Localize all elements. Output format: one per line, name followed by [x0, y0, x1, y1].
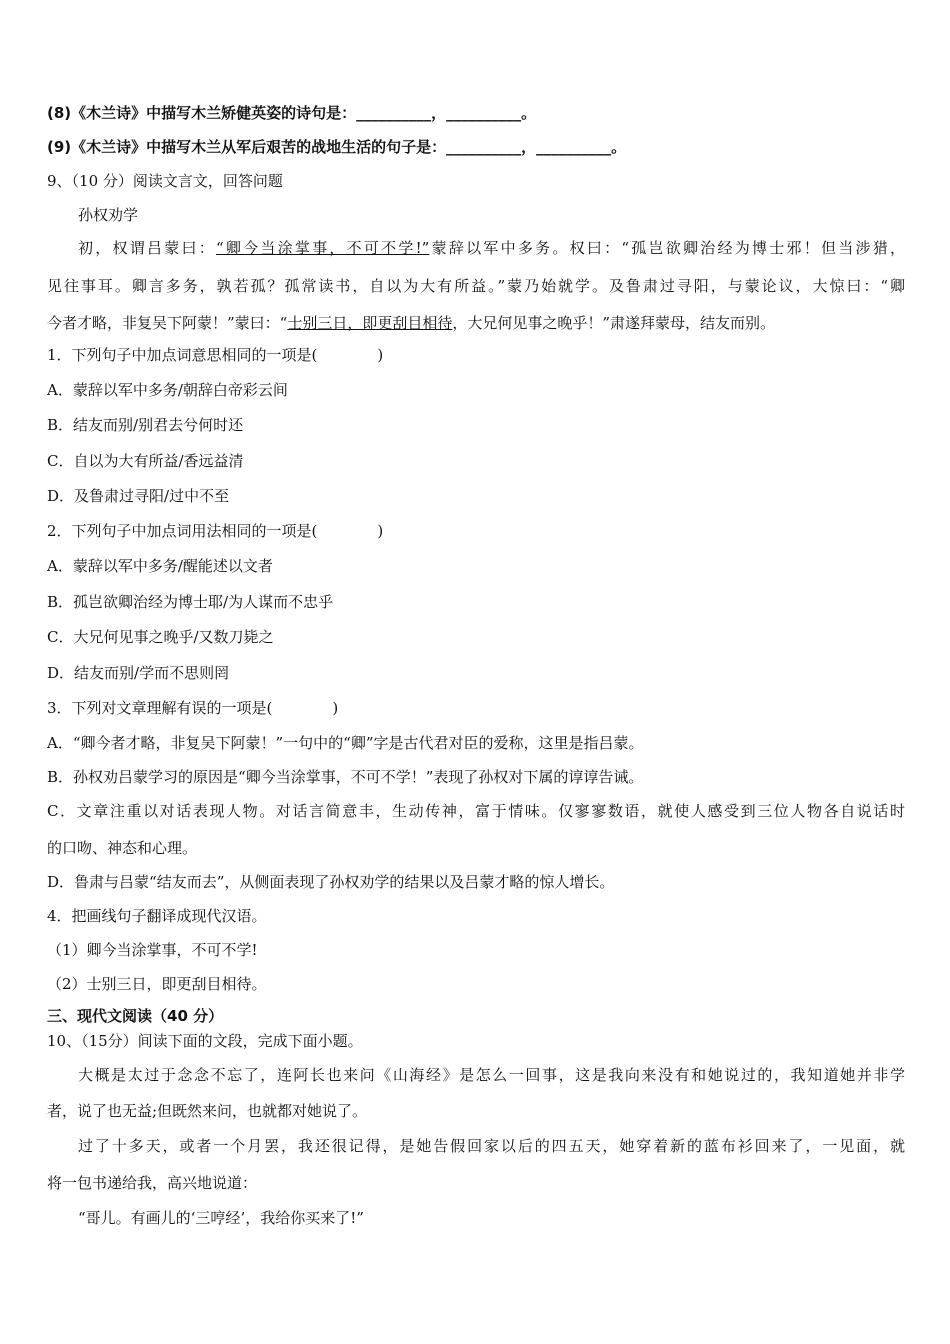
option-3d: D．鲁肃与吕蒙“结友而去”，从侧面表现了孙权劝学的结果以及吕蒙才略的惊人增长。 — [47, 873, 615, 891]
passage-line-3 — [47, 313, 907, 333]
option-2c: C．大兄何见事之晚乎/又数刀毙之 — [47, 628, 274, 646]
passage-text: 蒙辞以军中多务。权曰：“孤岂欲卿治经为博士邪！但当涉猎， — [429, 239, 905, 257]
sub-question-2: 2．下列句子中加点词用法相同的一项是( ) — [47, 522, 384, 540]
q10-para-3: “哥儿。有画儿的‘三哼经’，我给你买来了!” — [78, 1209, 364, 1227]
option-1c: C．自以为大有所益/香远益清 — [47, 452, 244, 470]
option-2b: B．孤岂欲卿治经为博士耶/为人谋而不忠乎 — [47, 593, 334, 611]
underlined-sentence-2: 士别三日，即更刮目相待 — [287, 314, 453, 332]
passage-title: 孙权劝学 — [78, 206, 139, 224]
passage-line-1 — [78, 238, 905, 258]
sub-question-4: 4．把画线句子翻译成现代汉语。 — [47, 907, 267, 925]
translate-item-2: （2）士别三日，即更刮目相待。 — [47, 975, 267, 993]
option-1a: A．蒙辞以军中多务/朝辞白帝彩云间 — [47, 381, 288, 399]
passage-line-2: 见往事耳。卿言多务，孰若孤？孤常读书，自以为大有所益。”蒙乃始就学。及鲁肃过寻阳，与蒙论议，大惊曰：“卿 — [47, 277, 905, 295]
passage-text: ，大兄何见事之晚乎！”肃遂拜蒙母，结友而别。 — [452, 314, 776, 332]
option-2d: D．结友而别/学而不思则罔 — [47, 664, 230, 682]
sub-question-3: 3．下列对文章理解有误的一项是( ) — [47, 699, 339, 717]
option-1b: B．结友而别/别君去兮何时还 — [47, 416, 244, 434]
option-1d: D．及鲁肃过寻阳/过中不至 — [47, 487, 230, 505]
sub-question-1: 1．下列句子中加点词意思相同的一项是( ) — [47, 346, 384, 364]
question-10-header: 10、（15分）间读下面的文段，完成下面小题。 — [47, 1032, 363, 1050]
translate-item-1: （1）卿今当涂掌事，不可不学! — [47, 941, 258, 959]
passage-text: 今者才略，非复吴下阿蒙！”蒙曰：“ — [47, 314, 288, 332]
q10-para-1-line-2: 者，说了也无益;但既然来问，也就都对她说了。 — [47, 1102, 368, 1120]
question-9-fill: (9)《木兰诗》中描写木兰从军后艰苦的战地生活的句子是：__________，__________。 — [47, 138, 627, 156]
option-2a: A．蒙辞以军中多务/醒能述以文者 — [47, 557, 273, 575]
question-9-header: 9、（10 分）阅读文言文，回答问题 — [47, 172, 283, 190]
q10-para-2-line-2: 将一包书递给我，高兴地说道： — [47, 1174, 258, 1192]
section-3-heading: 三、现代文阅读（40 分） — [47, 1007, 224, 1025]
q10-para-2-line-1: 过了十多天，或者一个月罢，我还很记得，是她告假回家以后的四五天，她穿着新的蓝布衫回来了，一见面，就 — [78, 1137, 905, 1155]
underlined-sentence-1: “卿今当涂掌事，不可不学!” — [216, 239, 430, 257]
option-3c-line-2: 的口吻、神态和心理。 — [47, 839, 198, 857]
question-8-fill: (8)《木兰诗》中描写木兰矫健英姿的诗句是：__________，__________。 — [47, 104, 537, 122]
passage-text: 初，权谓吕蒙曰： — [78, 239, 216, 257]
option-3c-line-1: C．文章注重以对话表现人物。对话言简意丰，生动传神，富于情味。仅寥寥数语，就使人感受到三位人物各自说话时 — [47, 802, 905, 820]
option-3a: A．“卿今者才略，非复吴下阿蒙！”一句中的“卿”字是古代君对臣的爱称，这里是指吕蒙。 — [47, 734, 644, 752]
option-3b: B．孙权劝吕蒙学习的原因是“卿今当涂掌事，不可不学！”表现了孙权对下属的谆谆告诫。 — [47, 768, 644, 786]
q10-para-1-line-1: 大概是太过于念念不忘了，连阿长也来问《山海经》是怎么一回事，这是我向来没有和她说过的，我知道她并非学 — [78, 1066, 905, 1084]
